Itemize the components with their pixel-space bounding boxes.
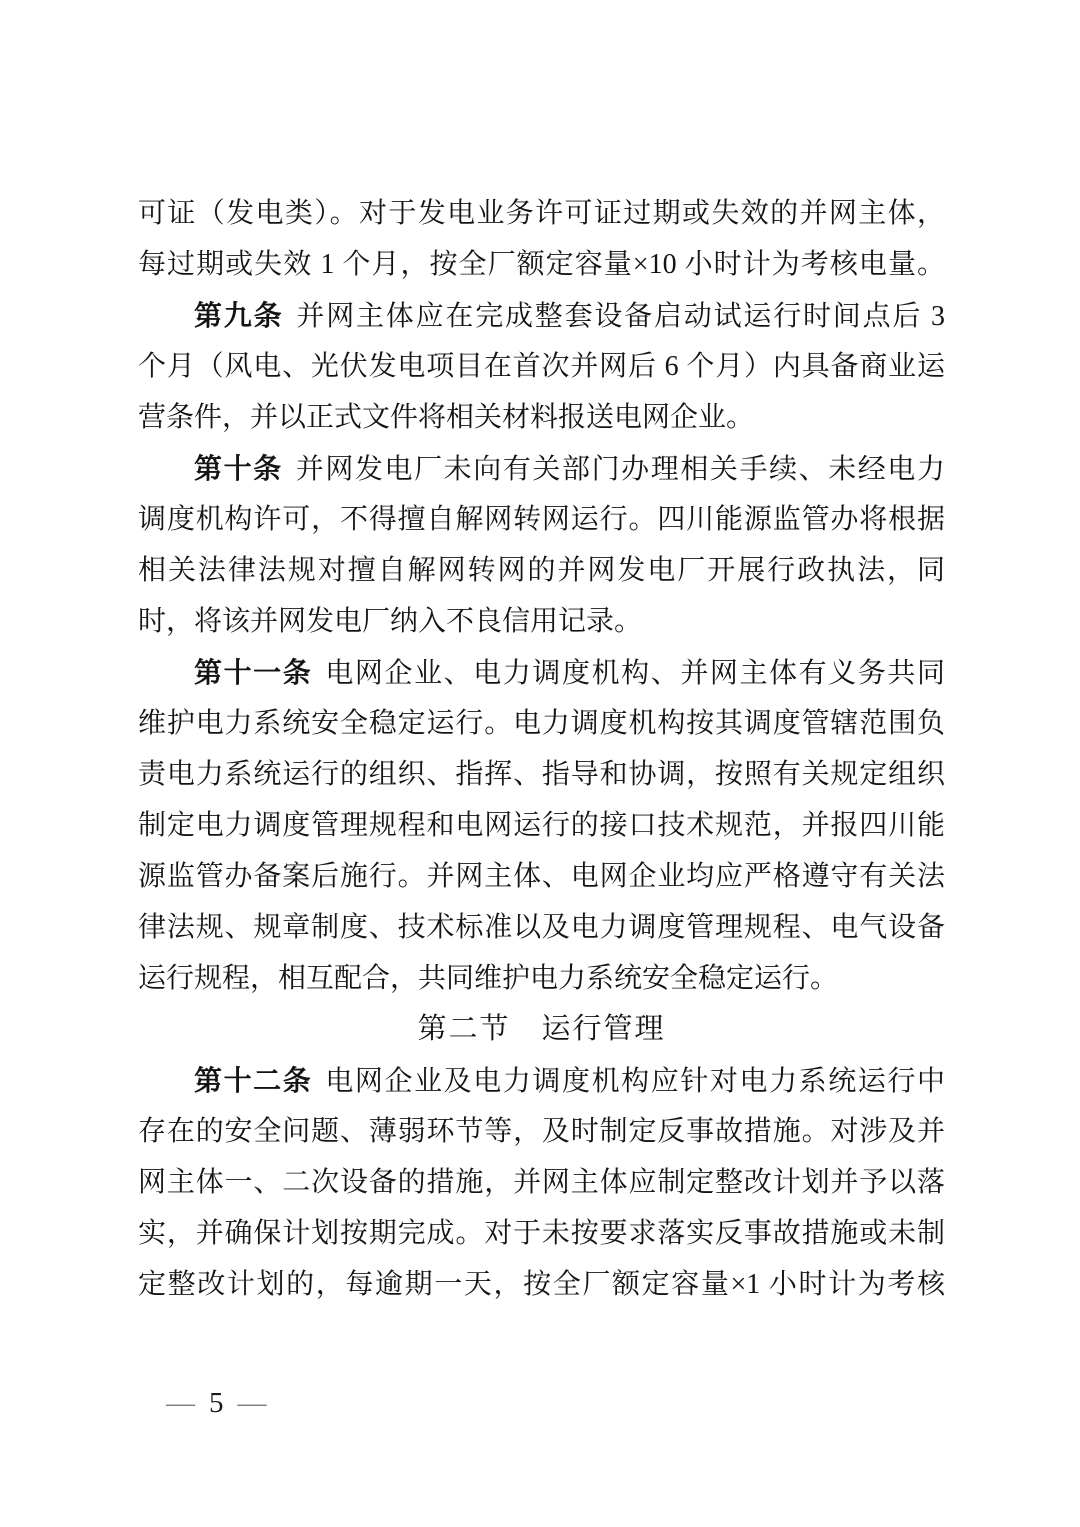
line-text: 调度机构许可，不得擅自解网转网运行。四川能源监管办将根据 <box>138 504 945 535</box>
text-line <box>138 953 945 1004</box>
article-number: 第十一条 <box>194 657 313 688</box>
section-heading <box>138 1004 945 1055</box>
line-text: 相关法律法规对擅自解网转网的并网发电厂开展行政执法，同 <box>138 555 945 586</box>
text-line <box>138 647 945 698</box>
line-text: 责电力系统运行的组织、指挥、指导和协调，按照有关规定组织 <box>138 759 945 790</box>
text-line <box>138 749 945 800</box>
text-line <box>138 392 945 443</box>
article-number: 第十二条 <box>194 1065 313 1096</box>
text-line <box>138 188 945 239</box>
text-line <box>138 902 945 953</box>
article-number: 第十条 <box>194 453 283 484</box>
line-text: 运行规程，相互配合，共同维护电力系统安全稳定运行。 <box>138 963 839 994</box>
section-heading-text: 第二节 运行管理 <box>417 1013 666 1045</box>
line-text: 时，将该并网发电厂纳入不良信用记录。 <box>138 606 643 637</box>
text-line <box>138 851 945 902</box>
page-number: 5 <box>209 1387 224 1419</box>
line-text: 每过期或失效 1 个月，按全厂额定容量×10 小时计为考核电量。 <box>138 249 945 280</box>
line-text: 律法规、规章制度、技术标准以及电力调度管理规程、电气设备 <box>138 912 945 943</box>
line-text: 维护电力系统安全稳定运行。电力调度机构按其调度管辖范围负 <box>138 708 945 739</box>
line-text: 个月（风电、光伏发电项目在首次并网后 6 个月）内具备商业运 <box>138 351 945 382</box>
footer-left-dash: — <box>166 1387 195 1419</box>
text-line <box>138 1055 945 1106</box>
line-text: 定整改计划的，每逾期一天，按全厂额定容量×1 小时计为考核 <box>138 1269 945 1300</box>
text-line <box>138 1106 945 1157</box>
line-text: 网主体一、二次设备的措施，并网主体应制定整改计划并予以落 <box>138 1167 945 1198</box>
text-line <box>138 1208 945 1259</box>
text-line <box>138 545 945 596</box>
text-line <box>138 596 945 647</box>
line-text: 可证（发电类）。对于发电业务许可证过期或失效的并网主体， <box>138 198 945 229</box>
line-text: 制定电力调度管理规程和电网运行的接口技术规范，并报四川能 <box>138 810 945 841</box>
line-text: 存在的安全问题、薄弱环节等，及时制定反事故措施。对涉及并 <box>138 1116 945 1147</box>
line-text: 并网发电厂未向有关部门办理相关手续、未经电力 <box>295 454 945 485</box>
text-line <box>138 341 945 392</box>
line-text: 源监管办备案后施行。并网主体、电网企业均应严格遵守有关法 <box>138 861 945 892</box>
article-number: 第九条 <box>194 300 284 331</box>
footer-right-dash: — <box>237 1387 267 1419</box>
page-footer <box>166 1378 267 1429</box>
text-line <box>138 698 945 749</box>
text-line <box>138 800 945 851</box>
line-text: 并网主体应在完成整套设备启动试运行时间点后 3 <box>296 301 945 332</box>
text-line <box>138 494 945 545</box>
text-line <box>138 290 945 341</box>
text-line <box>138 443 945 494</box>
text-line <box>138 1157 945 1208</box>
line-text: 营条件，并以正式文件将相关材料报送电网企业。 <box>138 402 755 433</box>
line-text: 电网企业、电力调度机构、并网主体有义务共同 <box>325 658 945 689</box>
text-line <box>138 239 945 290</box>
line-text: 电网企业及电力调度机构应针对电力系统运行中 <box>325 1066 945 1097</box>
document-body <box>138 188 945 1310</box>
line-text: 实，并确保计划按期完成。对于未按要求落实反事故措施或未制 <box>138 1218 945 1249</box>
text-line <box>138 1259 945 1310</box>
